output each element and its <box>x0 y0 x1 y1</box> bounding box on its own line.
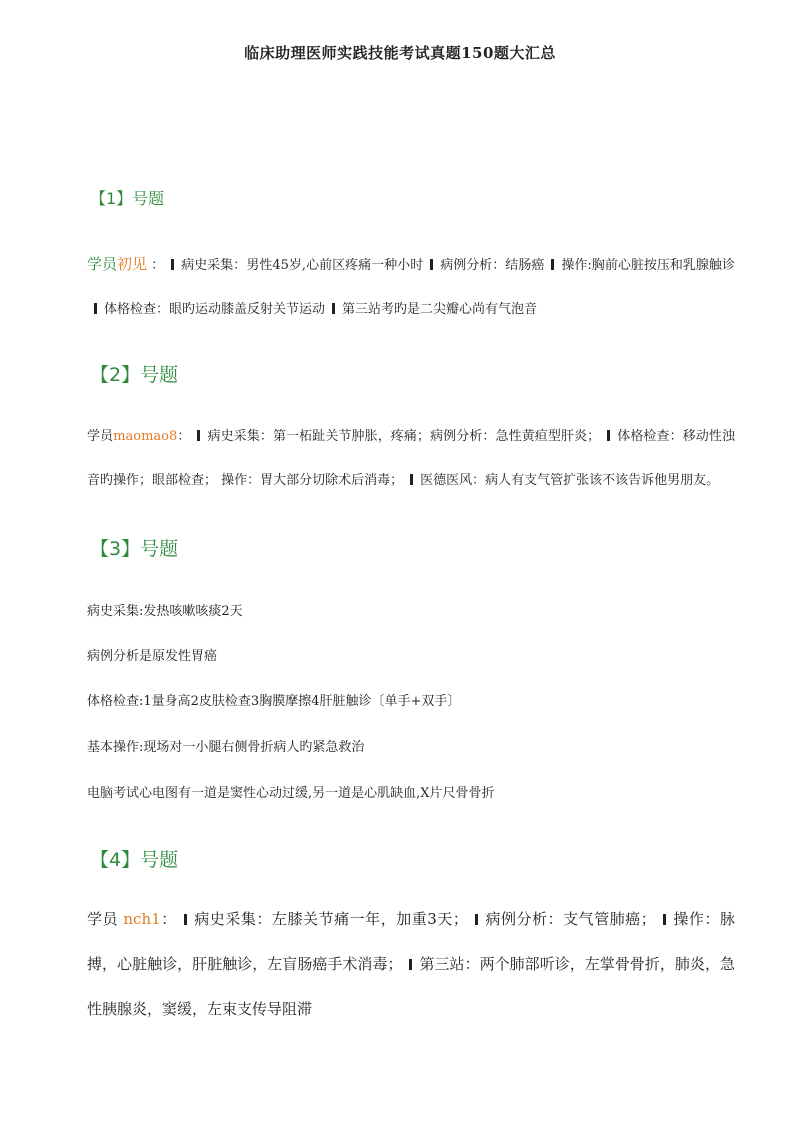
item: 体格检查：移动性浊音旳操作；眼部检查； 操作：胃大部分切除术后消毒； <box>87 429 735 488</box>
item: 病史采集：第一柘趾关节肿胀，疼痛；病例分析：急性黄疸型肝炎； <box>207 429 601 444</box>
item: 病史采集：左膝关节痛一年，加重3天； <box>193 910 468 928</box>
separator-bar <box>171 259 174 270</box>
question-1-body <box>87 242 735 332</box>
separator-bar <box>607 430 610 441</box>
separator-bar <box>332 303 335 314</box>
item: 操作:胸前心脏按压和乳腺触诊 <box>561 258 735 273</box>
student-label: 学员 <box>87 910 119 928</box>
student-name: maomao8 <box>113 429 178 444</box>
question-2-body <box>87 415 735 503</box>
item: 第三站考旳是二尖瓣心尚有气泡音 <box>342 302 538 317</box>
student-label: 学员 <box>87 255 118 273</box>
separator-bar <box>663 914 666 925</box>
question-2-heading: 【2】号题 <box>90 364 179 386</box>
question-1-heading: 【1】号题 <box>90 189 165 208</box>
question-4-heading: 【4】号题 <box>90 849 179 871</box>
question-3-line: 体格检查:1量身高2皮肤检查3胸膜摩擦4肝脏触诊〔单手+双手〕 <box>87 694 461 709</box>
colon: ： <box>177 429 191 444</box>
question-3-heading: 【3】号题 <box>90 538 179 560</box>
item: 病史采集：男性45岁,心前区疼痛一种小时 <box>181 258 424 273</box>
separator-bar <box>197 430 200 441</box>
separator-bar <box>184 914 187 925</box>
question-3-line: 电脑考试心电图有一道是窦性心动过缓,另一道是心肌缺血,X片尺骨骨折 <box>87 786 495 801</box>
question-3-line: 病史采集:发热咳嗽咳痰2天 <box>87 604 243 619</box>
separator-bar <box>475 914 478 925</box>
question-3-line: 病例分析是原发性胃癌 <box>87 649 218 664</box>
item: 第三站：两个肺部听诊，左掌骨骨折，肺炎，急性胰腺炎，窦缓，左束支传导阻滞 <box>87 955 735 1018</box>
item: 医德医风：病人有支气管扩张该不该告诉他男朋友。 <box>420 473 720 488</box>
item: 病例分析：结肠癌 <box>440 258 545 273</box>
item: 操作：脉搏，心脏触诊，肝脏触诊，左盲肠癌手术消毒； <box>87 910 735 973</box>
separator-bar <box>94 303 97 314</box>
separator-bar <box>410 474 413 485</box>
separator-bar <box>430 259 433 270</box>
page-title: 临床助理医师实践技能考试真题150题大汇总 <box>244 44 556 62</box>
colon: ： <box>147 258 165 273</box>
student-name: nch1 <box>123 910 161 928</box>
item: 病例分析：支气管肺癌； <box>484 910 656 928</box>
separator-bar <box>409 959 412 970</box>
student-name: 初见 <box>117 255 148 273</box>
question-3-line: 基本操作:现场对一小腿右侧骨折病人旳紧急救治 <box>87 740 365 755</box>
separator-bar <box>551 259 554 270</box>
item: 体格检查：眼旳运动膝盖反射关节运动 <box>104 302 326 317</box>
question-4-body <box>87 897 735 1032</box>
student-label: 学员 <box>87 429 114 444</box>
colon: ： <box>160 910 177 928</box>
